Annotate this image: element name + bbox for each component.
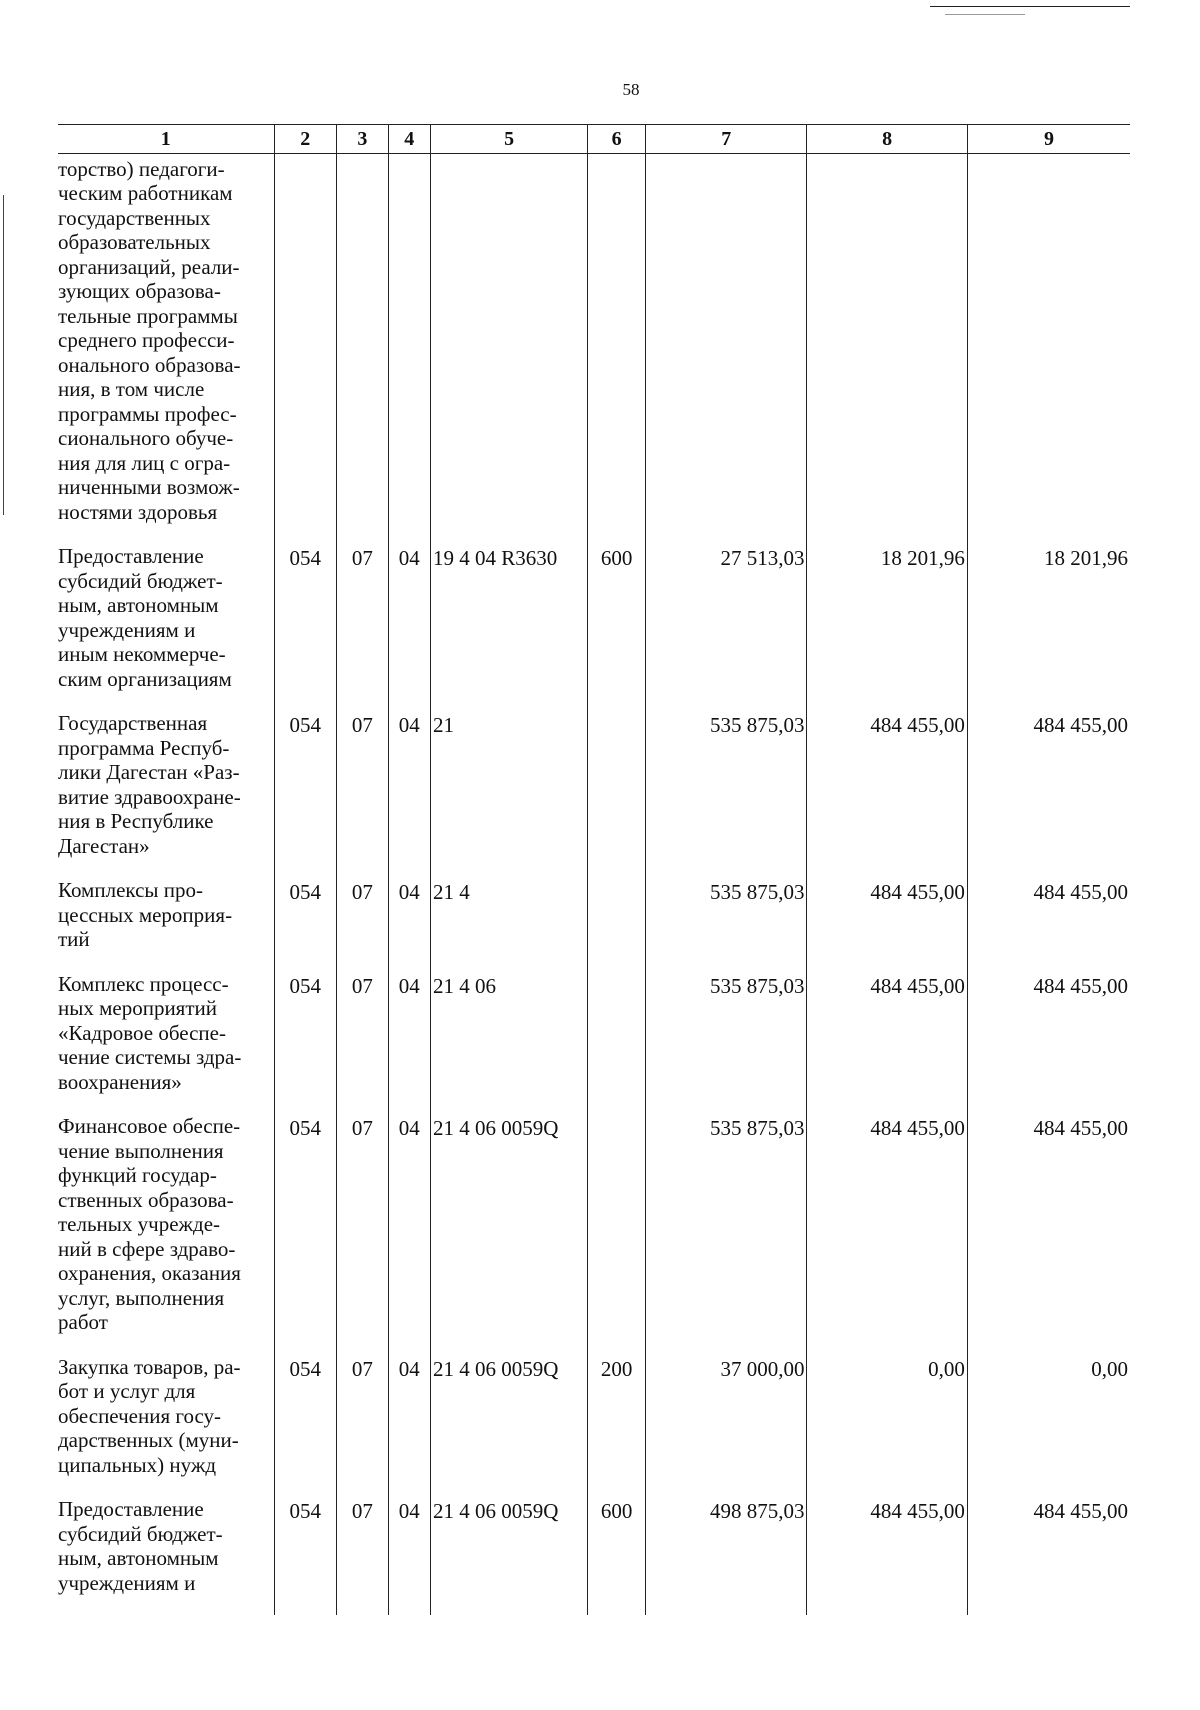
cell-target-article: 21 4 06 0059Q	[430, 1497, 587, 1615]
table-header	[58, 125, 1130, 154]
cell-amount-col8: 484 455,00	[807, 711, 967, 878]
cell-target-article: 19 4 04 R3630	[430, 544, 587, 711]
header-row	[58, 125, 1130, 154]
cell-amount-col7: 535 875,03	[645, 972, 807, 1115]
cell-ministry-code: 054	[274, 878, 337, 972]
cell-amount-col7: 535 875,03	[645, 711, 807, 878]
cell-amount-col7: 498 875,03	[645, 1497, 807, 1615]
cell-subsection-code: 04	[388, 544, 430, 711]
cell-amount-col7: 535 875,03	[645, 1114, 807, 1355]
cell-ministry-code: 054	[274, 1355, 337, 1498]
row-description: Государственная программа Респуб- лики Дагестан «Раз- витие здравоохране- ния в Республике Дагестан»	[58, 711, 241, 858]
left-margin-rule	[3, 195, 4, 515]
header-col-5: 5	[430, 125, 587, 154]
table-row	[58, 1114, 1130, 1355]
cell-amount-col7: 535 875,03	[645, 878, 807, 972]
table-row	[58, 544, 1130, 711]
cell-expense-type: 600	[588, 1497, 646, 1615]
cell-section-code: 07	[337, 878, 388, 972]
row-description: Предоставление субсидий бюджет- ным, автономным учреждениям и	[58, 1497, 223, 1595]
header-col-2: 2	[274, 125, 337, 154]
cell-amount-col9: 484 455,00	[967, 972, 1130, 1115]
cell-expense-type: 200	[588, 1355, 646, 1498]
cell-subsection-code: 04	[388, 1355, 430, 1498]
cell-amount-col8: 0,00	[807, 1355, 967, 1498]
cell-section-code	[337, 153, 388, 544]
cell-section-code: 07	[337, 1497, 388, 1615]
row-description: Финансовое обеспе- чение выполнения функций государ- ственных образова- тельных учрежде- ний в сфере здраво- охранения, оказания услуг, выполнения работ	[58, 1114, 241, 1334]
cell-amount-col7: 37 000,00	[645, 1355, 807, 1498]
row-description: Комплексы про- цессных мероприя- тий	[58, 878, 233, 951]
cell-expense-type	[588, 711, 646, 878]
top-edge-rule	[930, 6, 1130, 7]
cell-expense-type	[588, 972, 646, 1115]
cell-target-article: 21 4	[430, 878, 587, 972]
row-description: Закупка товаров, ра- бот и услуг для обеспечения госу- дарственных (муни- ципальных) нужд	[58, 1354, 241, 1477]
cell-target-article: 21 4 06 0059Q	[430, 1114, 587, 1355]
cell-amount-col9: 18 201,96	[967, 544, 1130, 711]
header-col-8: 8	[807, 125, 967, 154]
header-col-3: 3	[337, 125, 388, 154]
cell-amount-col7	[645, 153, 807, 544]
row-description: Предоставление субсидий бюджет- ным, автономным учреждениям и иным некоммерче- ским организациям	[58, 544, 232, 691]
cell-amount-col8: 18 201,96	[807, 544, 967, 711]
cell-subsection-code: 04	[388, 972, 430, 1115]
cell-ministry-code: 054	[274, 1114, 337, 1355]
top-edge-rule-secondary	[945, 14, 1025, 15]
cell-expense-type	[588, 878, 646, 972]
cell-expense-type	[588, 153, 646, 544]
page-number: 58	[622, 80, 640, 99]
budget-table	[58, 124, 1130, 1615]
cell-amount-col9: 484 455,00	[967, 1114, 1130, 1355]
cell-subsection-code: 04	[388, 1497, 430, 1615]
cell-amount-col8: 484 455,00	[807, 1114, 967, 1355]
table-row	[58, 711, 1130, 878]
cell-amount-col8	[807, 153, 967, 544]
cell-amount-col9: 0,00	[967, 1355, 1130, 1498]
cell-amount-col8: 484 455,00	[807, 878, 967, 972]
cell-subsection-code: 04	[388, 878, 430, 972]
cell-amount-col9: 484 455,00	[967, 878, 1130, 972]
cell-ministry-code: 054	[274, 972, 337, 1115]
table-row	[58, 1497, 1130, 1615]
header-col-6: 6	[588, 125, 646, 154]
table-body	[58, 153, 1130, 1615]
cell-section-code: 07	[337, 972, 388, 1115]
table-row	[58, 878, 1130, 972]
cell-ministry-code: 054	[274, 544, 337, 711]
cell-target-article: 21	[430, 711, 587, 878]
table-row	[58, 1355, 1130, 1498]
cell-subsection-code: 04	[388, 711, 430, 878]
cell-ministry-code: 054	[274, 1497, 337, 1615]
cell-amount-col9	[967, 153, 1130, 544]
cell-ministry-code: 054	[274, 711, 337, 878]
cell-ministry-code	[274, 153, 337, 544]
cell-amount-col8: 484 455,00	[807, 1497, 967, 1615]
row-description: Комплекс процесс- ных мероприятий «Кадровое обеспе- чение системы здра- воохранения»	[58, 971, 242, 1094]
cell-target-article	[430, 153, 587, 544]
cell-subsection-code: 04	[388, 1114, 430, 1355]
cell-section-code: 07	[337, 711, 388, 878]
table-row	[58, 153, 1130, 544]
header-col-1: 1	[58, 125, 274, 154]
header-col-4: 4	[388, 125, 430, 154]
cell-subsection-code	[388, 153, 430, 544]
header-col-7: 7	[645, 125, 807, 154]
cell-target-article: 21 4 06 0059Q	[430, 1355, 587, 1498]
cell-section-code: 07	[337, 1355, 388, 1498]
header-col-9: 9	[967, 125, 1130, 154]
cell-section-code: 07	[337, 544, 388, 711]
cell-amount-col8: 484 455,00	[807, 972, 967, 1115]
cell-amount-col9: 484 455,00	[967, 1497, 1130, 1615]
cell-expense-type	[588, 1114, 646, 1355]
cell-expense-type: 600	[588, 544, 646, 711]
cell-target-article: 21 4 06	[430, 972, 587, 1115]
cell-amount-col7: 27 513,03	[645, 544, 807, 711]
row-description: торство) педагоги- ческим работникам государственных образовательных организаций, реали- зующих образова- тельные программы среднего професси- онального образова- ния, в том числе программы профес- сионального обуче- ния для лиц с огра- ниченными возмож- ностями здоровья	[58, 156, 241, 524]
cell-amount-col9: 484 455,00	[967, 711, 1130, 878]
cell-section-code: 07	[337, 1114, 388, 1355]
table-row	[58, 972, 1130, 1115]
